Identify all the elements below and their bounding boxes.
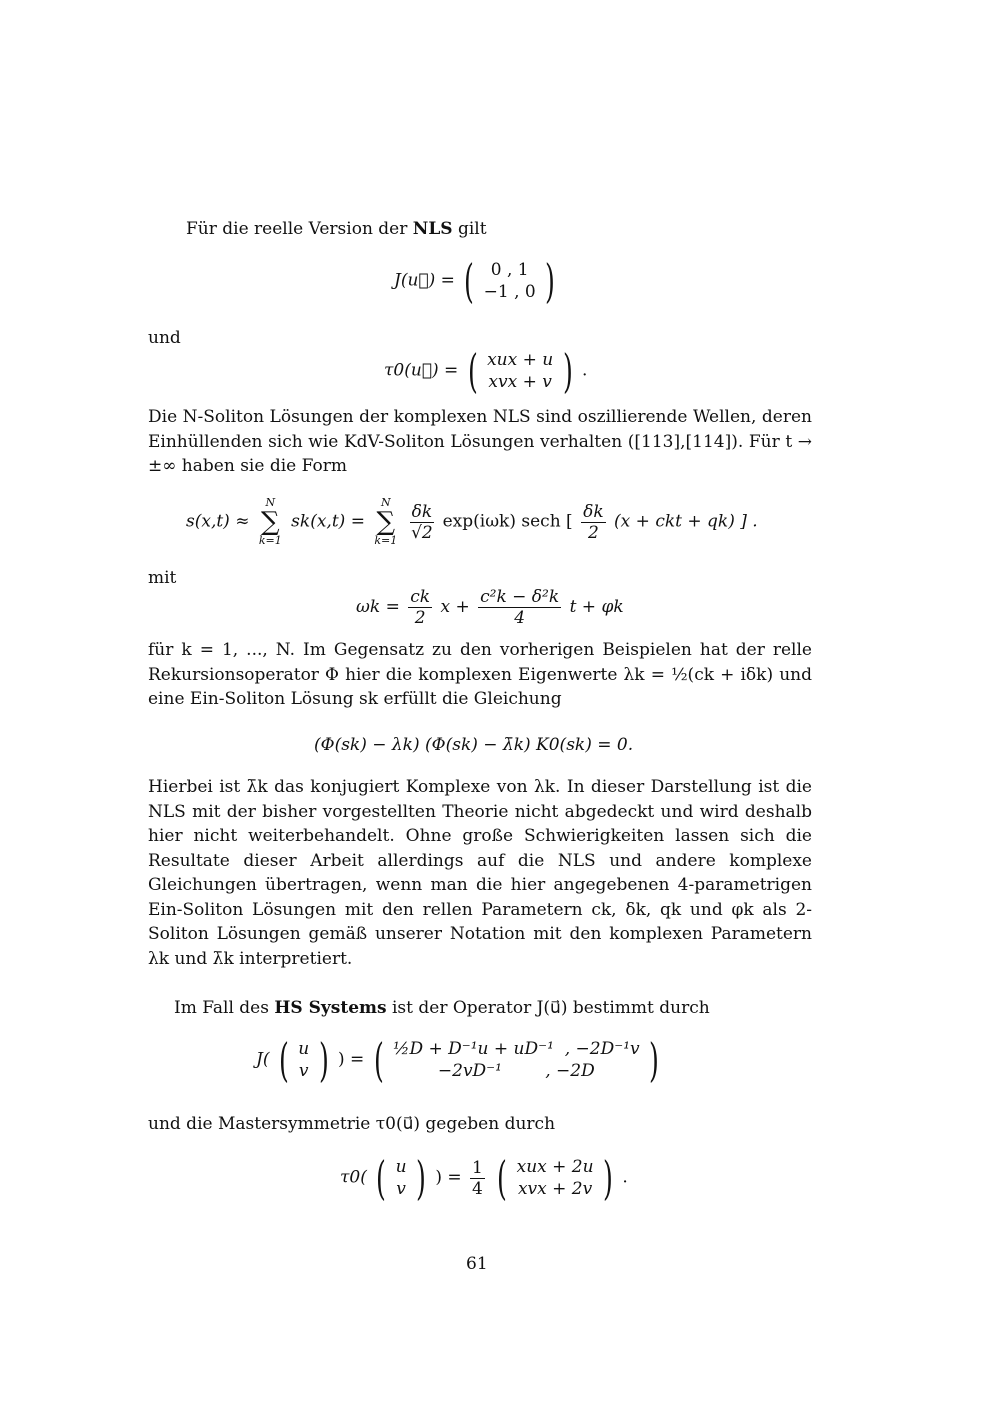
right-paren: ) [545, 254, 556, 308]
page-number: 61 [466, 1254, 488, 1274]
w-frac-den: 2 [414, 608, 426, 628]
equation-omega [356, 587, 624, 628]
right-paren: ) [562, 344, 573, 398]
j-matrix [484, 259, 536, 303]
intro-lead: Für die reelle Version der [186, 219, 413, 239]
sum-symbol-2 [374, 497, 397, 547]
hs-vec-2: v [298, 1061, 309, 1081]
left-paren-2: ( [373, 1033, 384, 1087]
sum-symbol [259, 497, 282, 547]
eq-s-lhs: s(x,t) ≈ [186, 511, 250, 532]
mit-label: mit [148, 568, 177, 588]
sigma-icon: ∑ [261, 507, 280, 537]
equation-master [340, 1151, 628, 1205]
right-paren: ) [416, 1151, 426, 1205]
w-frac2-num: c²k − δ²k [480, 587, 560, 607]
eq-tau-lhs: τ0(u⃗) = [384, 360, 459, 381]
equation-s [186, 497, 758, 547]
hs-row-2 [393, 1060, 640, 1082]
right-paren-2: ) [649, 1033, 659, 1087]
hs-r1c2: , −2D⁻¹v [564, 1039, 640, 1059]
frac-num: δk [411, 501, 433, 522]
w-frac-num: ck [410, 587, 431, 607]
left-paren: ( [467, 344, 478, 398]
eq-w-tail: t + φk [569, 597, 624, 617]
hs-intro-line [174, 996, 710, 1020]
ms-vec-2: v [396, 1179, 406, 1199]
eq-phi: (Φ(sk) − λk) (Φ(sk) − λ̄k) K0(sk) = 0. [314, 735, 634, 755]
sum-bottom-2: k=1 [374, 534, 398, 547]
w-frac2-den: 4 [514, 608, 526, 628]
frac2-num: δk [583, 501, 604, 522]
hs-intro-bold: HS Systems [274, 998, 387, 1018]
tau-row-1: xux + u [487, 350, 554, 370]
und-label: und [148, 328, 181, 348]
intro-nls: NLS [412, 219, 453, 239]
paragraph-rekursion: für k = 1, ..., N. Im Gegensatz zu den vorherigen Beispielen hat der relle Rekursionsoperator Φ hier die komplexen Eigenwerte λk = ½(ck + iδk) und eine Ein-Soliton Lösung sk erfüllt die Gleichung [148, 640, 812, 709]
left-paren: ( [278, 1033, 289, 1087]
right-paren: ) [318, 1033, 329, 1087]
ms-lhs: τ0( [340, 1167, 367, 1188]
paragraph-hierbei: Hierbei ist λ̄k das konjugiert Komplexe von λk. In dieser Darstellung ist die NLS mit der bisher vorgestellten Theorie nicht abgedeckt und wird deshalb hier nicht weiterbehandelt. Ohne große Schwierigkeiten lassen sich die Resultate dieser Arbeit allerdings auf die NLS und andere komplexe Gleichungen übertragen, wenn man die hier angegebenen 4-parametrigen Ein-Soliton Lösungen mit den rellen Parametern ck, δk, qk und φk als 2-Soliton Lösungen gemäß unserer Notation mit den komplexen Parametern λk und λ̄k interpretiert. [148, 777, 812, 969]
equation-hs-j [256, 1033, 663, 1087]
sigma-icon: ∑ [376, 507, 396, 537]
fraction-c2-delta2 [478, 587, 561, 628]
hs-r1c1: ½D + D⁻¹u + uD⁻¹ [392, 1039, 554, 1059]
hs-vec-1: u [298, 1039, 310, 1059]
ms-frac-den: 4 [472, 1178, 483, 1199]
left-paren: ( [376, 1151, 387, 1205]
left-paren: ( [464, 254, 475, 308]
ms-mid: ) = [435, 1167, 462, 1188]
fraction-one-quarter [470, 1158, 485, 1199]
ms-matrix [517, 1156, 594, 1200]
eq-w-mid: x + [440, 597, 470, 617]
j-row-1: 0 , 1 [490, 260, 529, 280]
hs-r2c2: , −2D [545, 1061, 595, 1081]
ms-row-2: xvx + 2v [517, 1179, 593, 1199]
ms-vector [396, 1156, 407, 1200]
hs-row-1 [393, 1038, 640, 1060]
right-paren-2: ) [603, 1151, 613, 1205]
equation-phi [314, 734, 633, 756]
hs-vector [298, 1038, 309, 1082]
eq-s-tail: (x + ckt + qk) ] . [614, 511, 758, 532]
hs-intro-lead: Im Fall des [174, 998, 275, 1018]
sum-top-2: N [380, 496, 391, 509]
sum-bottom: k=1 [258, 534, 282, 547]
tau-vector [487, 349, 553, 393]
ms-vec-1: u [395, 1157, 407, 1177]
tau-end: . [581, 360, 588, 381]
fraction-c-2 [408, 587, 432, 628]
ms-row-1: xux + 2u [516, 1157, 594, 1177]
eq-s-exp: exp(iωk) sech [ [442, 511, 573, 532]
j-row-2: −1 , 0 [483, 282, 536, 302]
hs-matrix [393, 1038, 640, 1082]
eq-s-mid: sk(x,t) = [291, 511, 365, 532]
eq-j-lhs: J(u⃗) = [394, 270, 455, 291]
eq-w-lhs: ωk = [356, 597, 400, 617]
hs-mid: ) = [337, 1049, 365, 1070]
master-intro-line: und die Mastersymmetrie τ0(u⃗) gegeben durch [148, 1114, 556, 1134]
sum-top: N [265, 496, 276, 509]
equation-tau [384, 344, 588, 398]
equation-j-matrix [394, 254, 559, 308]
tau-row-2: xvx + v [488, 372, 552, 392]
ms-end: . [622, 1167, 628, 1188]
ms-frac-num: 1 [472, 1157, 483, 1178]
hs-r2c1: −2vD⁻¹ [437, 1061, 502, 1081]
intro-line [186, 217, 487, 241]
frac-den: √2 [411, 522, 433, 543]
hs-lhs: J( [256, 1049, 270, 1070]
hs-intro-tail: ist der Operator J(u⃗) bestimmt durch [386, 998, 710, 1018]
fraction-delta-sqrt2 [410, 502, 435, 543]
fraction-delta-2 [581, 502, 606, 543]
frac2-den: 2 [587, 522, 599, 543]
paragraph-n-soliton: Die N-Soliton Lösungen der komplexen NLS sind oszillierende Wellen, deren Einhüllenden sich wie KdV-Soliton Lösungen verhalten ([113],[114]). Für t → ±∞ haben sie die Form [148, 407, 812, 476]
intro-tail: gilt [452, 219, 487, 239]
left-paren-2: ( [497, 1151, 508, 1205]
